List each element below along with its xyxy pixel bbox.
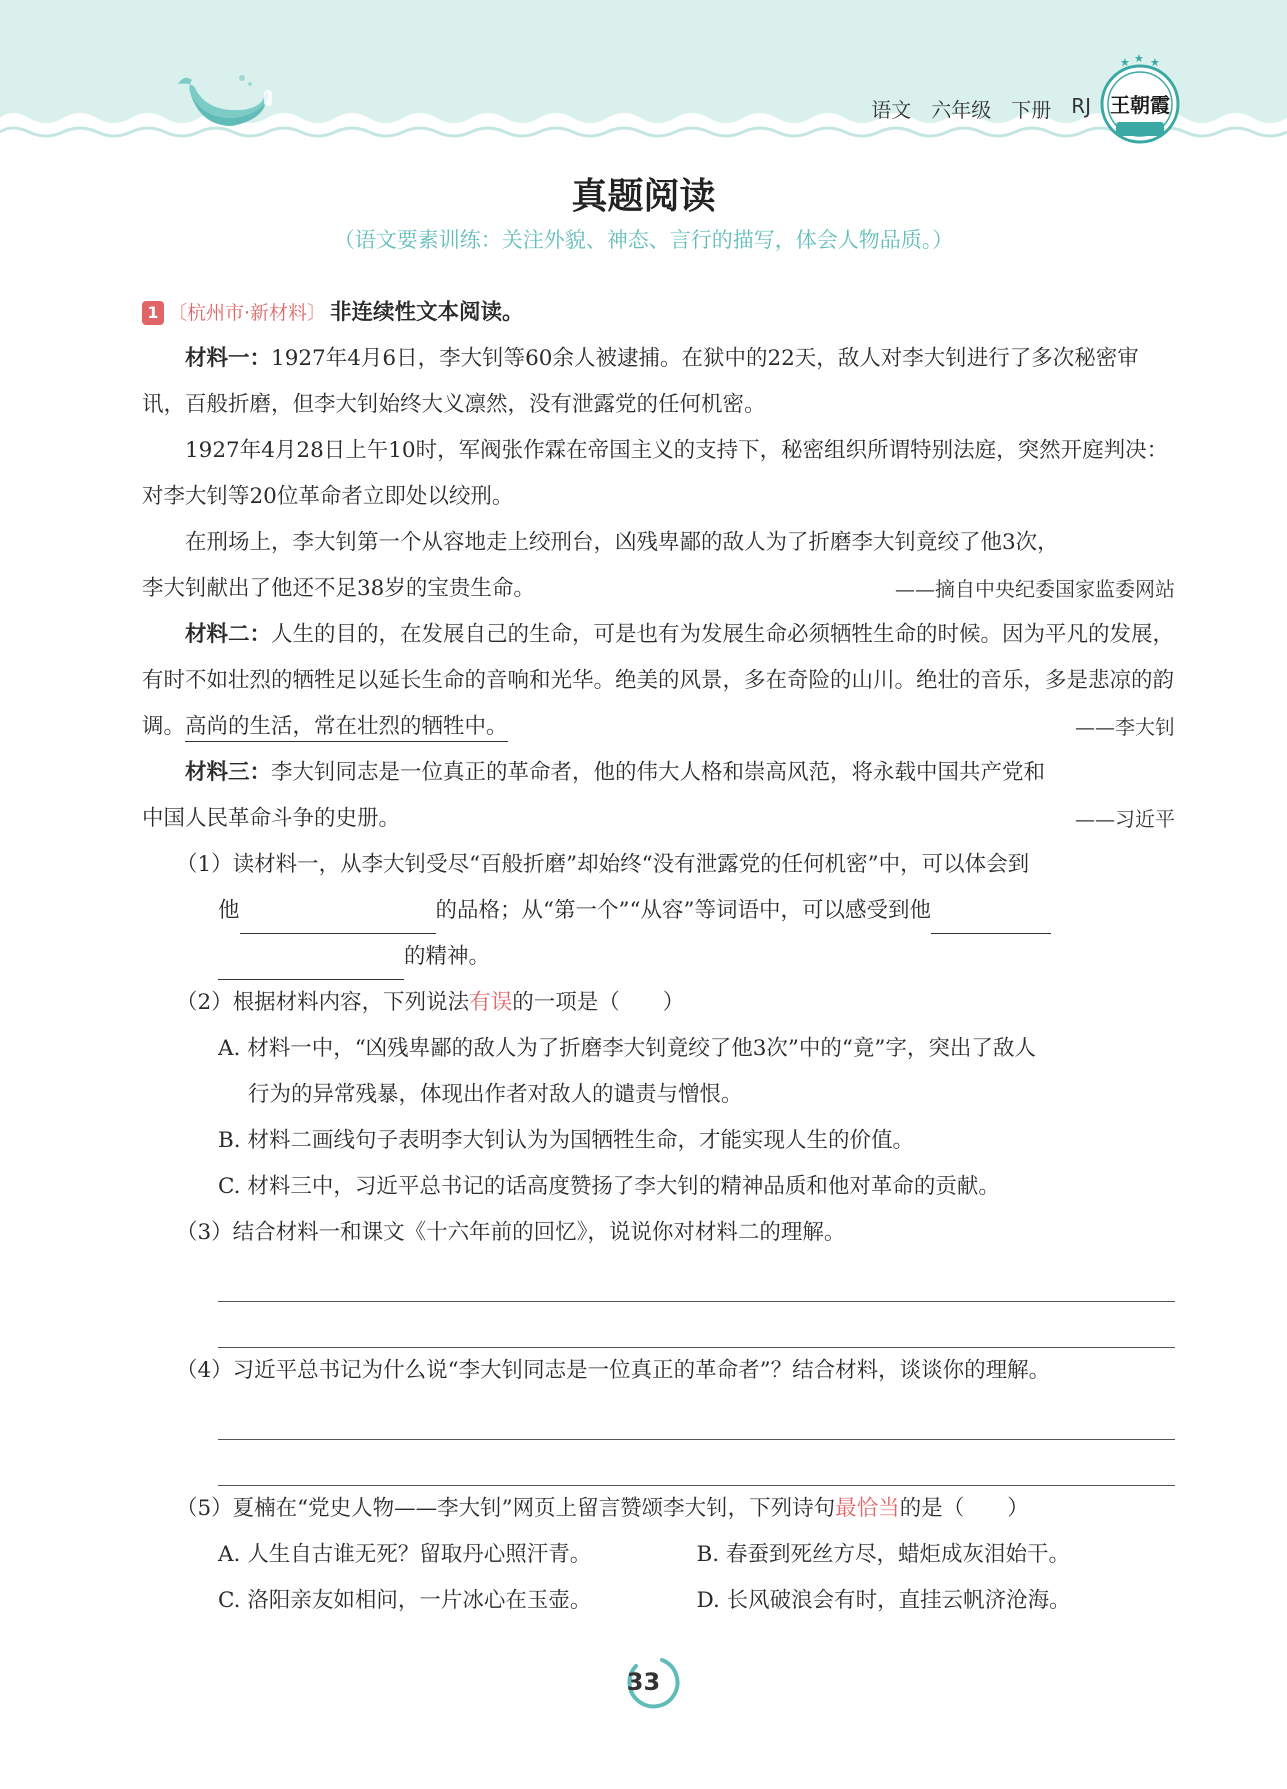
material3-label: 材料三： [185,760,272,785]
material1-text1: 1927年4月6日，李大钊等60余人被逮捕。在狱中的22天，敌人对李大钊进行了多次秘密审讯，百般折磨，但李大钊始终大义凛然，没有泄露党的任何机密。 [142,346,1139,417]
material2-label: 材料二： [185,622,272,647]
question-prompt: 非连续性文本阅读。 [330,300,524,325]
sub5-option-a[interactable]: A. 人生自古谁无死？留取丹心照汗青。 [218,1542,592,1567]
material1-text3-end: 李大钊献出了他还不足38岁的宝贵生命。 [142,576,535,601]
page-number: 33 [626,1668,661,1696]
page-title: 真题阅读 [571,176,716,217]
svg-text:★: ★ [1120,56,1130,69]
subquestion-1: （1）读材料一，从李大钊受尽“百般折磨”却始终“没有泄露党的任何机密”中，可以体会到 [176,852,1030,877]
material1-paragraph3-end [142,566,1175,612]
grade-label: 六年级 [931,98,992,122]
sub1-prefix: 他 [218,898,240,923]
answer-line-3b[interactable] [218,1302,1175,1348]
book-info [871,94,1091,123]
material2-text: 人生的目的，在发展自己的生命，可是也有为发展生命必须牺牲生命的时候。因为平凡的发展，有时不如壮烈的牺牲足以延长生命的音响和光华。绝美的风景，多在奇险的山川。绝壮的音乐，多是悲凉的韵调。 [142,622,1175,739]
material2-paragraph [142,612,1175,750]
series-logo [1098,54,1182,150]
subquestion-3: （3）结合材料一和课文《十六年前的回忆》，说说你对材料二的理解。 [176,1220,846,1245]
sub2-stem-a: （2）根据材料内容，下列说法 [176,990,470,1015]
answer-line-4a[interactable] [218,1394,1175,1440]
svg-text:王朝霞: 王朝霞 [1110,93,1170,117]
subquestion-4: （4）习近平总书记为什么说“李大钊同志是一位真正的革命者”？结合材料，谈谈你的理解。 [176,1358,1051,1383]
sub5-option-d[interactable]: D. 长风破浪会有时，直挂云帆济沧海。 [696,1588,1071,1613]
answer-line-4b[interactable] [218,1440,1175,1486]
answer-blank-1[interactable] [240,903,436,934]
sub2-option-b[interactable]: B. 材料二画线句子表明李大钊认为为国牺牲生命，才能实现人生的价值。 [218,1128,914,1153]
subquestion-1-blanks [142,888,1175,934]
sub5-option-c[interactable]: C. 洛阳亲友如相问，一片冰心在玉壶。 [218,1588,592,1613]
subject-label: 语文 [871,98,912,122]
material3-text2: 中国人民革命斗争的史册。 [142,806,401,831]
question-content [142,290,1175,1624]
material3-paragraph [142,750,1175,796]
subquestion-5 [142,1486,1175,1532]
subquestion-2 [142,980,1175,1026]
svg-text:★: ★ [1134,54,1144,65]
sub5-stem-a: （5）夏楠在“党史人物——李大钊”网页上留言赞颂李大钊，下列诗句 [176,1496,836,1521]
svg-text:★: ★ [1150,56,1160,69]
material3-attribution: ——习近平 [1075,807,1175,831]
material3-paragraph-end [142,796,1175,842]
material2-underlined-sentence: 高尚的生活，常在壮烈的牺牲中。 [185,714,508,742]
sub5-emphasis: 最恰当 [835,1496,900,1521]
sub2-option-a[interactable]: A. 材料一中，“凶残卑鄙的敌人为了折磨李大钊竟绞了他3次”中的“竟”字，突出了敌人 [218,1036,1036,1061]
edition-label: RJ [1071,94,1091,118]
material1-label: 材料一： [185,346,272,371]
subquestion-1-end [142,934,1175,980]
volume-label: 下册 [1011,98,1052,122]
material1-paragraph1 [142,336,1175,428]
material1-paragraph2: 1927年4月28日上午10时，军阀张作霖在帝国主义的支持下，秘密组织所谓特别法庭，突然开庭判决：对李大钊等20位革命者立即处以绞刑。 [142,438,1169,509]
material1-attribution: ——摘自中央纪委国家监委网站 [895,577,1175,601]
sub2-option-a-cont: 行为的异常残暴，体现出作者对敌人的谴责与憎恨。 [248,1082,743,1107]
question-source: 〔杭州市·新材料〕 [168,302,327,324]
sub2-emphasis: 有误 [469,990,513,1015]
question-number-badge: 1 [142,301,164,325]
answer-line-3a[interactable] [218,1256,1175,1302]
page-subtitle: （语文要素训练：关注外貌、神态、言行的描写，体会人物品质。） [333,228,954,252]
material2-attribution: ——李大钊 [1075,715,1175,739]
sub5-options-row2 [142,1578,1175,1624]
question-header [142,290,1175,336]
sub5-option-b[interactable]: B. 春蚕到死丝方尽，蜡炬成灰泪始干。 [696,1542,1070,1567]
sub2-stem-b: 的一项是（ ） [512,990,685,1015]
whale-icon [170,72,275,132]
material3-text1: 李大钊同志是一位真正的革命者，他的伟大人格和崇高风范，将永载中国共产党和 [271,760,1046,785]
material1-paragraph3: 在刑场上，李大钊第一个从容地走上绞刑台，凶残卑鄙的敌人为了折磨李大钊竟绞了他3次， [185,530,1059,555]
answer-blank-2a[interactable] [931,903,1051,934]
answer-blank-2b[interactable] [218,949,404,980]
sub5-options-row1 [142,1532,1175,1578]
sub5-stem-b: 的是（ ） [899,1496,1029,1521]
sub1-suffix: 的精神。 [404,944,491,969]
sub2-option-c[interactable]: C. 材料三中，习近平总书记的话高度赞扬了李大钊的精神品质和他对革命的贡献。 [218,1174,1000,1199]
sub1-mid: 的品格；从“第一个”“从容”等词语中，可以感受到他 [435,898,931,923]
